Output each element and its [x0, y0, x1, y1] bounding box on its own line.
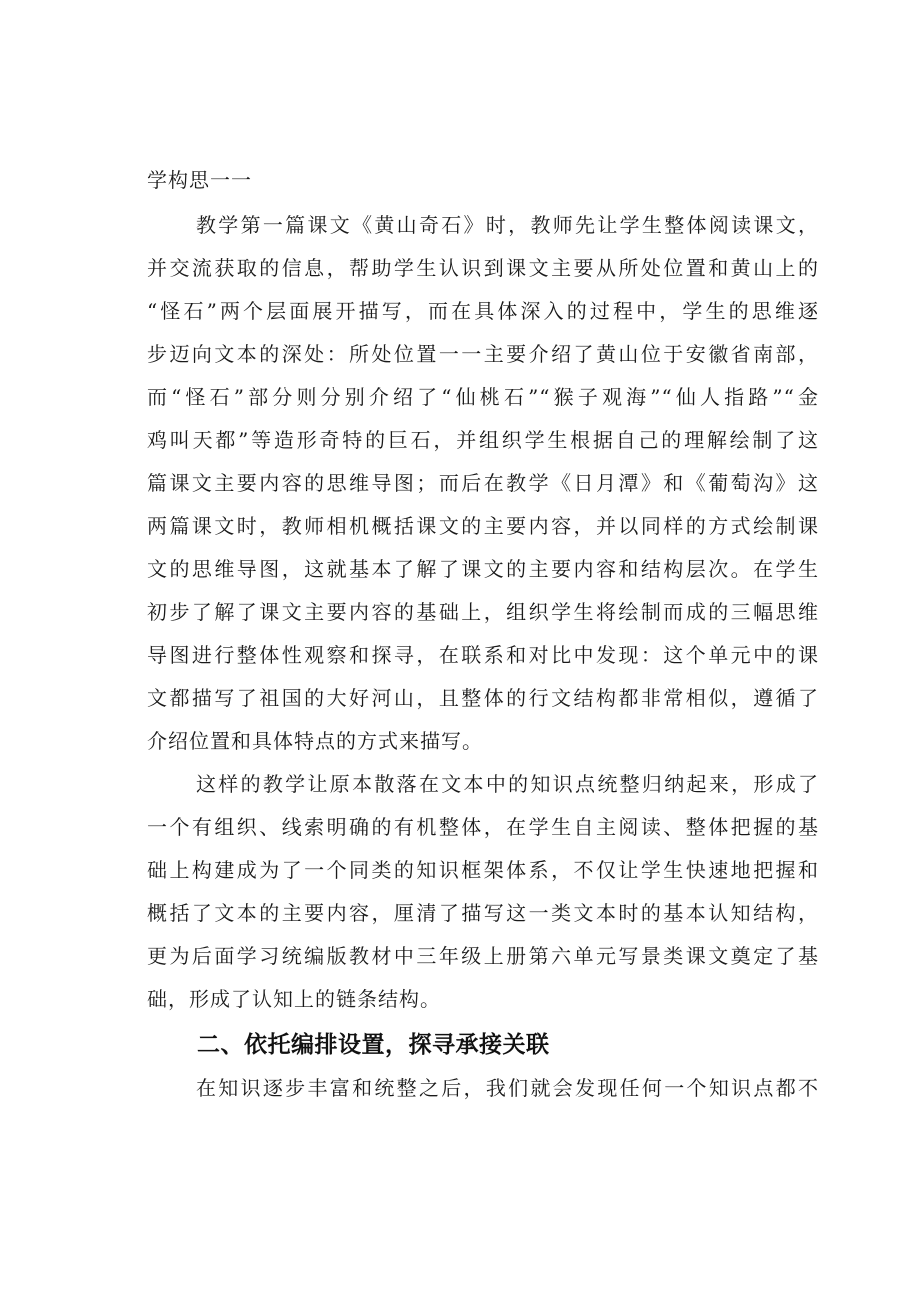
paragraph-start: 教学第一篇课文《黄山奇石》时，教师先让学生整体阅读课文，: [196, 213, 819, 237]
text-line: 并交流获取的信息，帮助学生认识到课文主要从所处位置和黄山上的: [147, 256, 819, 280]
text-line: 鸡叫天都”等造形奇特的巨石，并组织学生根据自己的理解绘制了这: [147, 428, 819, 452]
paragraph-start: 在知识逐步丰富和统整之后，我们就会发现任何一个知识点都不: [196, 1076, 819, 1100]
text-line: 文的思维导图，这就基本了解了课文的主要内容和结构层次。在学生: [147, 557, 819, 581]
text-line: 步迈向文本的深处：所处位置一一主要介绍了黄山位于安徽省南部，: [147, 342, 819, 366]
text-line: “怪石”两个层面展开描写，而在具体深入的过程中，学生的思维逐: [147, 299, 819, 323]
text-line: 两篇课文时，教师相机概括课文的主要内容，并以同样的方式绘制课: [147, 514, 819, 538]
text-line: 而“怪石”部分则分别介绍了“仙桃石”“猴子观海”“仙人指路”“金: [147, 385, 819, 409]
text-line: 一个有组织、线索明确的有机整体，在学生自主阅读、整体把握的基: [147, 815, 819, 839]
text-line: 概括了文本的主要内容，厘清了描写这一类文本时的基本认知结构，: [147, 901, 819, 925]
text-line: 更为后面学习统编版教材中三年级上册第六单元写景类课文奠定了基: [147, 944, 819, 968]
paragraph-start: 这样的教学让原本散落在文本中的知识点统整归纳起来，形成了: [196, 772, 819, 796]
text-line: 础，形成了认知上的链条结构。: [147, 987, 441, 1011]
text-line: 学构思一一: [147, 168, 252, 192]
text-line: 导图进行整体性观察和探寻，在联系和对比中发现：这个单元中的课: [147, 643, 819, 667]
text-line: 介绍位置和具体特点的方式来描写。: [147, 729, 483, 753]
text-line: 文都描写了祖国的大好河山，且整体的行文结构都非常相似，遵循了: [147, 686, 819, 710]
text-line: 础上构建成为了一个同类的知识框架体系，不仅让学生快速地把握和: [147, 858, 819, 882]
text-line: 初步了解了课文主要内容的基础上，组织学生将绘制而成的三幅思维: [147, 600, 819, 624]
section-heading: 二、依托编排设置，探寻承接关联: [197, 1032, 550, 1058]
text-line: 篇课文主要内容的思维导图；而后在教学《日月潭》和《葡萄沟》这: [147, 471, 819, 495]
